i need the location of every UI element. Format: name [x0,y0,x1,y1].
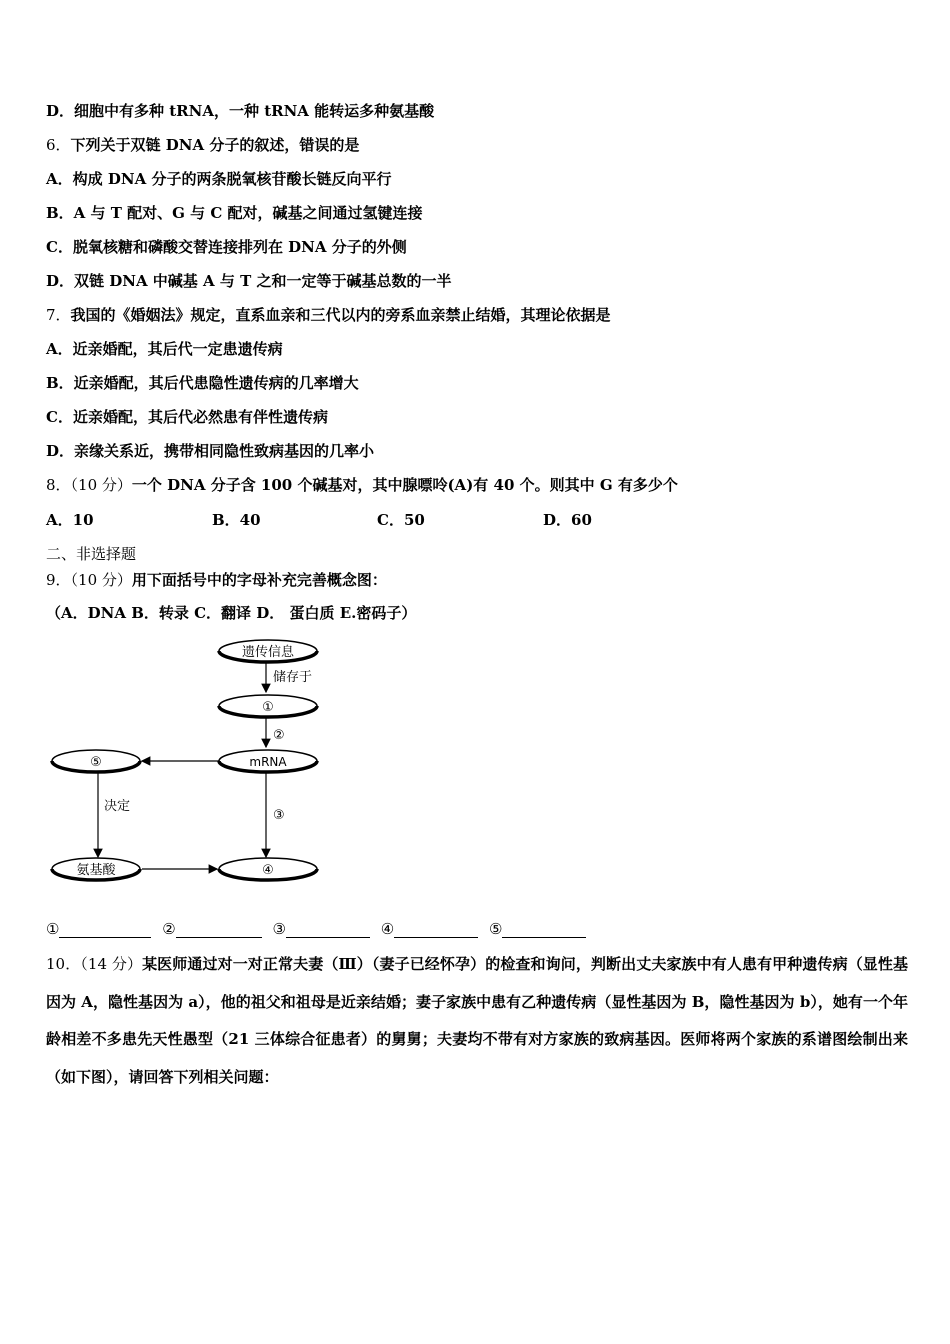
q6-option-c: C．脱氧核糖和磷酸交替连接排列在 DNA 分子的外侧 [46,238,407,256]
q7-number: 7． [46,306,71,324]
q9-choices: （A．DNA B．转录 C．翻译 D． 蛋白质 E.密码子） [46,604,417,622]
node-1 [219,695,317,717]
concept-diagram [46,632,336,888]
node-4 [219,858,317,880]
q6-stem-text: 下列关于双链 DNA 分子的叙述，错误的是 [70,136,360,154]
q8-option-d: D．60 [543,511,592,529]
q8-stem-text: 一个 DNA 分子含 100 个碱基对，其中腺嘌呤(A)有 40 个。则其中 G 有多少个 [131,476,678,494]
q10-score: （14 分） [80,955,143,973]
q6-option-a: A．构成 DNA 分子的两条脱氧核苷酸长链反向平行 [46,170,392,188]
q8-number: 8． [46,476,71,494]
blank-2[interactable] [176,921,262,938]
node-5 [52,750,140,772]
q10-number: 10． [46,955,81,973]
edge-store-label: 储存于 [273,670,313,685]
edge-2-label: ② [273,728,285,743]
blank-5[interactable] [502,921,586,938]
q6-stem [46,135,359,155]
blank-2-marker: ② [162,920,176,938]
q8-option-a: A．10 [46,511,94,529]
q9-number: 9． [46,571,71,589]
q9-score: （10 分） [70,571,132,589]
node-5-label: ⑤ [90,755,102,770]
q7-stem-text: 我国的《婚姻法》规定，直系血亲和三代以内的旁系血亲禁止结婚，其理论依据是 [70,306,611,324]
section-title: 二、非选择题 [46,545,137,563]
q7-stem [46,305,611,325]
node-mrna [219,750,317,772]
q6-option-b: B．A 与 T 配对、G 与 C 配对，碱基之间通过氢键连接 [46,204,423,222]
node-amino-acid-label: 氨基酸 [76,863,116,878]
q5-option-d: D．细胞中有多种 tRNA，一种 tRNA 能转运多种氨基酸 [46,102,435,120]
blank-5-marker: ⑤ [488,920,503,938]
blank-3-marker: ③ [272,920,286,938]
q9-answer-blanks [46,920,592,938]
node-4-label: ④ [262,863,274,878]
node-1-label: ① [262,700,274,715]
blank-3[interactable] [286,921,370,938]
q10-text: 某医师通过对一对正常夫妻（Ⅲ）（妻子已经怀孕）的检查和询问，判断出丈夫家族中有人患有甲种遗传病（显性基因为 A，隐性基因为 a），他的祖父和祖母是近亲结婚；妻子家族中患有乙种遗传病（显性基因为 B，隐性基因为 b），她有一个年龄相差不多患先天性愚型（21 三体综合征患者）的舅舅；夫妻均不带有对方家族的致病基因。医师将两个家族的系谱图绘制出来（如下图），请回答下列相关问题： [46,955,908,1086]
q7-option-b: B．近亲婚配，其后代患隐性遗传病的几率增大 [46,374,359,392]
node-amino-acid [52,858,140,880]
blank-1[interactable] [59,921,151,938]
node-mrna-label: mRNA [249,755,287,769]
q9-stem-text: 用下面括号中的字母补充完善概念图： [131,571,387,589]
q7-option-d: D．亲缘关系近，携带相同隐性致病基因的几率小 [46,442,375,460]
q8-option-c: C．50 [377,511,425,529]
q6-number: 6． [46,136,71,154]
blank-1-marker: ① [46,920,60,938]
q9-stem [46,570,387,590]
edge-3-label: ③ [273,808,285,823]
node-genetic-info-label: 遗传信息 [241,645,295,660]
edge-decide-label: 决定 [104,799,131,814]
q8-score: （10 分） [70,476,132,494]
q7-option-c: C．近亲婚配，其后代必然患有伴性遗传病 [46,408,328,426]
q8-stem [46,475,678,495]
q8-option-b: B．40 [212,511,261,529]
q6-option-d: D．双链 DNA 中碱基 A 与 T 之和一定等于碱基总数的一半 [46,272,452,290]
q10-paragraph [46,946,908,1096]
blank-4-marker: ④ [380,920,395,938]
blank-4[interactable] [394,921,478,938]
node-genetic-info [219,640,317,662]
q7-option-a: A．近亲婚配，其后代一定患遗传病 [46,340,283,358]
